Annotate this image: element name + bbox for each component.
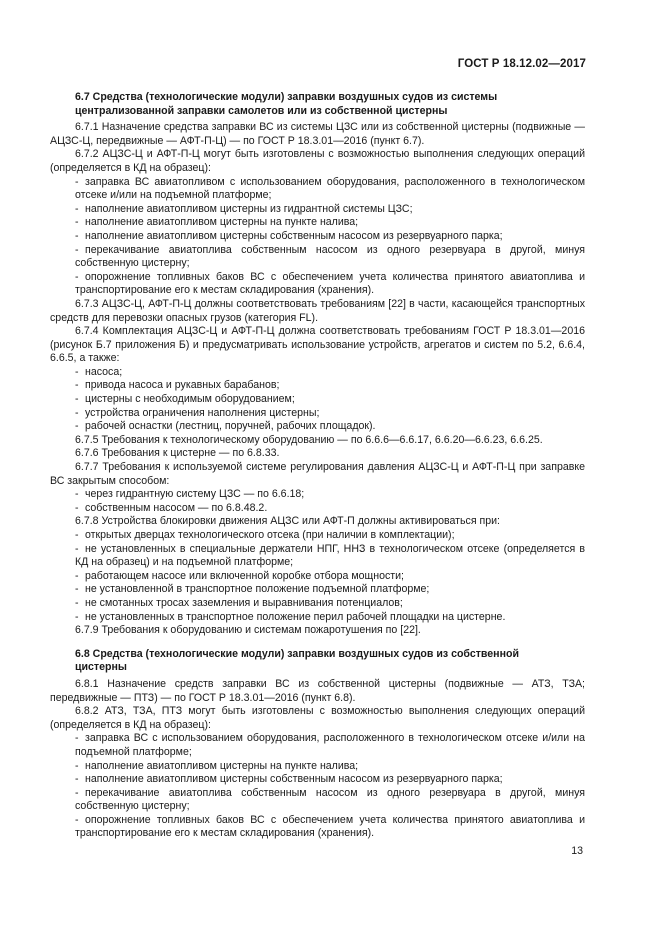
list-6-7-8 <box>50 529 585 624</box>
paragraph-6-8-1: 6.8.1 Назначение средств заправки ВС из собственной цистерны (подвижные — АТЗ, ТЗА; передвижные — ПТЗ) — по ГОСТ Р 18.3.01—2016 (пункт 6.8). <box>50 677 585 704</box>
dash-marker: - <box>75 216 79 229</box>
list-item <box>50 814 585 841</box>
list-item <box>50 203 585 217</box>
list-item <box>50 570 585 584</box>
dash-marker: - <box>75 773 79 786</box>
list-item-text: цистерны с необходимым оборудованием; <box>85 393 295 406</box>
list-item <box>50 366 585 380</box>
paragraph-6-7-9: 6.7.9 Требования к оборудованию и системам пожаротушения по [22]. <box>75 624 421 637</box>
list-item-text: устройства ограничения наполнения цистерны; <box>85 406 320 419</box>
list-item-text: собственным насосом — по 6.8.48.2. <box>85 501 268 514</box>
paragraph-6-8-2: 6.8.2 АТЗ, ТЗА, ПТЗ могут быть изготовлены с возможностью выполнения следующих операций (определяется в КД на образец): <box>50 705 585 731</box>
list-item-text: не установленных в транспортное положение перил рабочей площадки на цистерне. <box>85 610 506 623</box>
list-item <box>50 244 585 271</box>
list-item <box>50 787 585 814</box>
list-item <box>50 176 585 203</box>
dash-marker: - <box>75 732 79 745</box>
list-item-text: привода насоса и рукавных барабанов; <box>85 379 280 392</box>
list-item <box>50 502 585 516</box>
document-body <box>50 91 585 841</box>
document-header: ГОСТ Р 18.12.02—2017 <box>457 58 586 70</box>
list-item-text: наполнение авиатопливом цистерны на пункте налива; <box>85 759 359 772</box>
dash-marker: - <box>75 488 79 501</box>
list-item-text: работающем насосе или включенной коробке отбора мощности; <box>85 569 405 582</box>
list-item-text: перекачивание авиатоплива собственным насосом из одного резервуара в другой, минуя собственную цистерну; <box>75 786 585 813</box>
list-item-text: не смотанных тросах заземления и выравнивания потенциалов; <box>85 596 403 609</box>
list-item <box>50 583 585 597</box>
list-6-8-2 <box>50 732 585 841</box>
list-item-text: наполнение авиатопливом цистерны на пункте налива; <box>85 216 359 229</box>
paragraph-6-7-8: 6.7.8 Устройства блокировки движения АЦЗС или АФТ-П должны активироваться при: <box>75 515 500 528</box>
list-item-text: рабочей оснастки (лестниц, поручней, рабочих площадок). <box>85 420 376 433</box>
dash-marker: - <box>75 379 79 392</box>
dash-marker: - <box>75 202 79 215</box>
dash-marker: - <box>75 759 79 772</box>
dash-marker: - <box>75 786 79 799</box>
list-item-text: наполнение авиатопливом цистерны собственным насосом из резервуарного парка; <box>85 229 503 242</box>
dash-marker: - <box>75 365 79 378</box>
page-number: 13 <box>571 845 583 857</box>
list-item <box>50 379 585 393</box>
list-item-text: наполнение авиатопливом цистерны из гидрантной системы ЦЗС; <box>85 202 413 215</box>
list-item <box>50 611 585 625</box>
paragraph-6-7-4: 6.7.4 Комплектация АЦЗС-Ц и АФТ-П-Ц должна соответствовать требованиям ГОСТ Р 18.3.01—2016 (рисунок Б.7 приложения Б) и предусматривать использование устройств, агрегатов и систем по 5.2, 6.6.4, 6.6.5, а также: <box>50 325 585 365</box>
dash-marker: - <box>75 583 79 596</box>
list-item <box>50 488 585 502</box>
dash-marker: - <box>75 229 79 242</box>
paragraph-6-7-6: 6.7.6 Требования к цистерне — по 6.8.33. <box>75 447 280 460</box>
list-item-text: перекачивание авиатоплива собственным насосом из одного резервуара в другой, минуя собственную цистерну; <box>75 243 585 270</box>
dash-marker: - <box>75 813 79 826</box>
list-item-text: заправка ВС авиатопливом с использованием оборудования, расположенного в технологическом отсеке и/или на подъемной платформе; <box>75 175 585 202</box>
dash-marker: - <box>75 596 79 609</box>
list-item <box>50 271 585 298</box>
dash-marker: - <box>75 270 79 283</box>
list-6-7-4 <box>50 366 585 434</box>
list-item-text: опорожнение топливных баков ВС с обеспечением учета количества принятого авиатоплива и транспортирование его к местам складирования (хранения). <box>75 813 585 840</box>
list-item <box>50 760 585 774</box>
dash-marker: - <box>75 501 79 514</box>
section-6-8-title-line2: цистерны <box>75 661 127 674</box>
list-6-7-2 <box>50 176 585 298</box>
dash-marker: - <box>75 569 79 582</box>
list-item-text: через гидрантную систему ЦЗС — по 6.6.18; <box>85 488 305 501</box>
section-6-7-title-line1: 6.7 Средства (технологические модули) заправки воздушных судов из системы <box>75 91 498 103</box>
dash-marker: - <box>75 175 79 188</box>
paragraph-6-7-5: 6.7.5 Требования к технологическому оборудованию — по 6.6.6—6.6.17, 6.6.20—6.6.23, 6.6.25. <box>75 433 543 446</box>
dash-marker: - <box>75 406 79 419</box>
list-item-text: опорожнение топливных баков ВС с обеспечением учета количества принятого авиатоплива и транспортирование его к местам складирования (хранения). <box>75 270 585 297</box>
paragraph-6-7-3: 6.7.3 АЦЗС-Ц, АФТ-П-Ц должны соответствовать требованиям [22] в части, касающейся транспортных средств для перевозки опасных грузов (категория FL). <box>50 297 585 324</box>
list-item <box>50 732 585 759</box>
list-item-text: наполнение авиатопливом цистерны собственным насосом из резервуарного парка; <box>85 773 503 786</box>
dash-marker: - <box>75 393 79 406</box>
dash-marker: - <box>75 529 79 541</box>
dash-marker: - <box>75 243 79 256</box>
list-item <box>50 420 585 434</box>
list-6-7-7 <box>50 488 585 515</box>
dash-marker: - <box>75 610 79 623</box>
list-item-text: открытых дверцах технологического отсека (при наличии в комплектации); <box>85 529 455 541</box>
list-item <box>50 230 585 244</box>
list-item <box>50 529 585 543</box>
list-item <box>50 543 585 570</box>
list-item-text: не установленной в транспортное положение подъемной платформе; <box>85 583 430 596</box>
paragraph-6-7-2: 6.7.2 АЦЗС-Ц и АФТ-П-Ц могут быть изготовлены с возможностью выполнения следующих операций (определяется в КД на образец): <box>50 148 585 174</box>
section-6-8-title-line1: 6.8 Средства (технологические модули) заправки воздушных судов из собственной <box>75 647 519 660</box>
dash-marker: - <box>75 420 79 433</box>
list-item <box>50 407 585 421</box>
list-item-text: насоса; <box>85 365 123 378</box>
paragraph-6-7-1: 6.7.1 Назначение средства заправки ВС из системы ЦЗС или из собственной цистерны (подвижные — АЦЗС-Ц, передвижные — АФТ-П-Ц) — по ГОСТ Р 18.3.01—2016 (пункт 6.7). <box>50 121 585 147</box>
dash-marker: - <box>75 542 79 555</box>
list-item <box>50 773 585 787</box>
list-item-text: не установленных в специальные держатели НПГ, ННЗ в технологическом отсеке (определяется в КД на образец) и на подъемной платформе; <box>75 542 585 569</box>
section-6-7-title-line2: централизованной заправки самолетов или из собственной цистерны <box>75 104 448 117</box>
list-item <box>50 393 585 407</box>
list-item-text: заправка ВС с использованием оборудования, расположенного в технологическом отсеке и/или на подъемной платформе; <box>75 732 585 758</box>
list-item <box>50 216 585 230</box>
paragraph-6-7-7: 6.7.7 Требования к используемой системе регулирования давления АЦЗС-Ц и АФТ-П-Ц при заправке ВС закрытым способом: <box>50 461 585 487</box>
list-item <box>50 597 585 611</box>
